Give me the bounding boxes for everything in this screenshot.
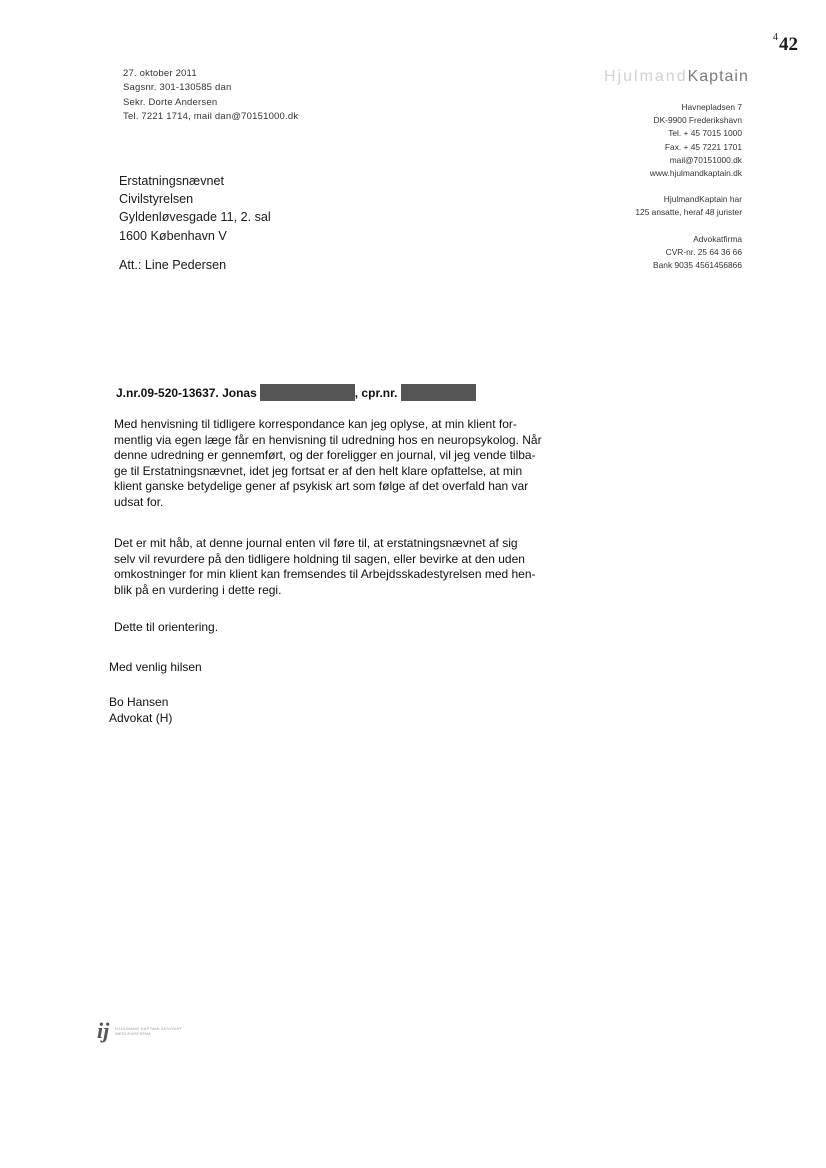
spacer bbox=[512, 220, 742, 233]
body-line: blik på en vurdering i dette regi. bbox=[114, 582, 282, 597]
footer-line-1: HJULMAND KAPTAIN ADVOKAT bbox=[115, 1026, 182, 1031]
firm-cvr: CVR-nr. 25 64 36 66 bbox=[665, 246, 742, 257]
body-line: Med henvisning til tidligere korrespondance kan jeg oplyse, at min klient for- bbox=[114, 417, 517, 431]
page-number-small: 4 bbox=[773, 32, 778, 43]
redaction-block bbox=[260, 384, 355, 401]
recipient-address bbox=[119, 172, 271, 245]
body-paragraph-2 bbox=[114, 536, 584, 598]
spacer bbox=[512, 180, 742, 193]
signature-block bbox=[109, 694, 172, 726]
firm-staff-2: 125 ansatte, heraf 48 jurister bbox=[635, 207, 742, 218]
footer-logo bbox=[97, 1018, 182, 1044]
footer-logo-text bbox=[115, 1026, 182, 1036]
signer-title: Advokat (H) bbox=[109, 711, 173, 725]
body-line: Det er mit håb, at denne journal enten vil føre til, at erstatningsnævnet af sig bbox=[114, 536, 518, 550]
body-line: selv vil revurdere på den tidligere holdning til sagen, eller bevirke at den uden bbox=[114, 551, 525, 566]
body-paragraph-3 bbox=[114, 620, 584, 636]
secretary: Sekr. Dorte Andersen bbox=[123, 96, 218, 108]
recipient-line-2: Civilstyrelsen bbox=[119, 192, 194, 207]
firm-bank: Bank 9035 4561456866 bbox=[653, 260, 742, 271]
letter-meta bbox=[123, 67, 298, 125]
contact-line: Tel. 7221 1714, mail dan@70151000.dk bbox=[123, 111, 299, 123]
firm-address-2: DK-9900 Frederikshavn bbox=[653, 115, 742, 126]
page-number bbox=[773, 34, 798, 56]
recipient-attention: Att.: Line Pedersen bbox=[119, 258, 227, 272]
redaction-block bbox=[401, 384, 476, 401]
firm-address-1: Havnepladsen 7 bbox=[681, 102, 742, 112]
firm-web: www.hjulmandkaptain.dk bbox=[649, 168, 742, 179]
firm-logo bbox=[604, 68, 749, 86]
recipient-line-1: Erstatningsnævnet bbox=[119, 174, 225, 188]
body-line: mentlig via egen læge får en henvisning til udredning hos en neuropsykolog. Når bbox=[114, 432, 542, 447]
recipient-line-4: 1600 København V bbox=[119, 228, 227, 243]
firm-staff-1: HjulmandKaptain har bbox=[663, 194, 742, 205]
body-paragraph-1 bbox=[114, 417, 584, 511]
firm-tel: Tel. + 45 7015 1000 bbox=[668, 128, 742, 139]
body-line: klient ganske betydelige gener af psykisk art som følge af det overfald han var bbox=[114, 479, 529, 494]
closing-salutation: Med venlig hilsen bbox=[109, 660, 202, 674]
subject-middle: , cpr.nr. bbox=[354, 385, 398, 400]
body-line: Dette til orientering. bbox=[114, 620, 219, 634]
subject-prefix: J.nr.09-520-13637. Jonas bbox=[116, 385, 257, 400]
body-line: omkostninger for min klient kan fremsendes til Arbejdsskadestyrelsen med hen- bbox=[114, 567, 536, 582]
case-number: Sagsnr. 301-130585 dan bbox=[123, 82, 232, 94]
logo-strong-text: Kaptain bbox=[687, 68, 749, 85]
signer-name: Bo Hansen bbox=[109, 695, 169, 709]
subject-line bbox=[116, 384, 476, 401]
firm-mail: mail@70151000.dk bbox=[669, 154, 742, 165]
firm-type: Advokatfirma bbox=[693, 233, 742, 244]
body-line: ge til Erstatningsnævnet, idet jeg fortsat er af den helt klare opfattelse, at min bbox=[114, 463, 523, 478]
footer-line-2: MEDLEMSFIRMA bbox=[115, 1031, 152, 1036]
logo-faint-text: Hjulmand bbox=[604, 68, 688, 85]
page-number-main: 42 bbox=[779, 34, 798, 55]
body-line: denne udredning er gennemført, og der foreligger en journal, vil jeg vende tilba- bbox=[114, 448, 536, 463]
letter-date: 27. oktober 2011 bbox=[123, 68, 197, 79]
recipient-line-3: Gyldenløvesgade 11, 2. sal bbox=[119, 210, 271, 225]
firm-info bbox=[512, 101, 742, 272]
body-line: udsat for. bbox=[114, 494, 164, 509]
firm-fax: Fax. + 45 7221 1701 bbox=[664, 141, 742, 152]
footer-logo-mark: ij bbox=[97, 1018, 110, 1043]
